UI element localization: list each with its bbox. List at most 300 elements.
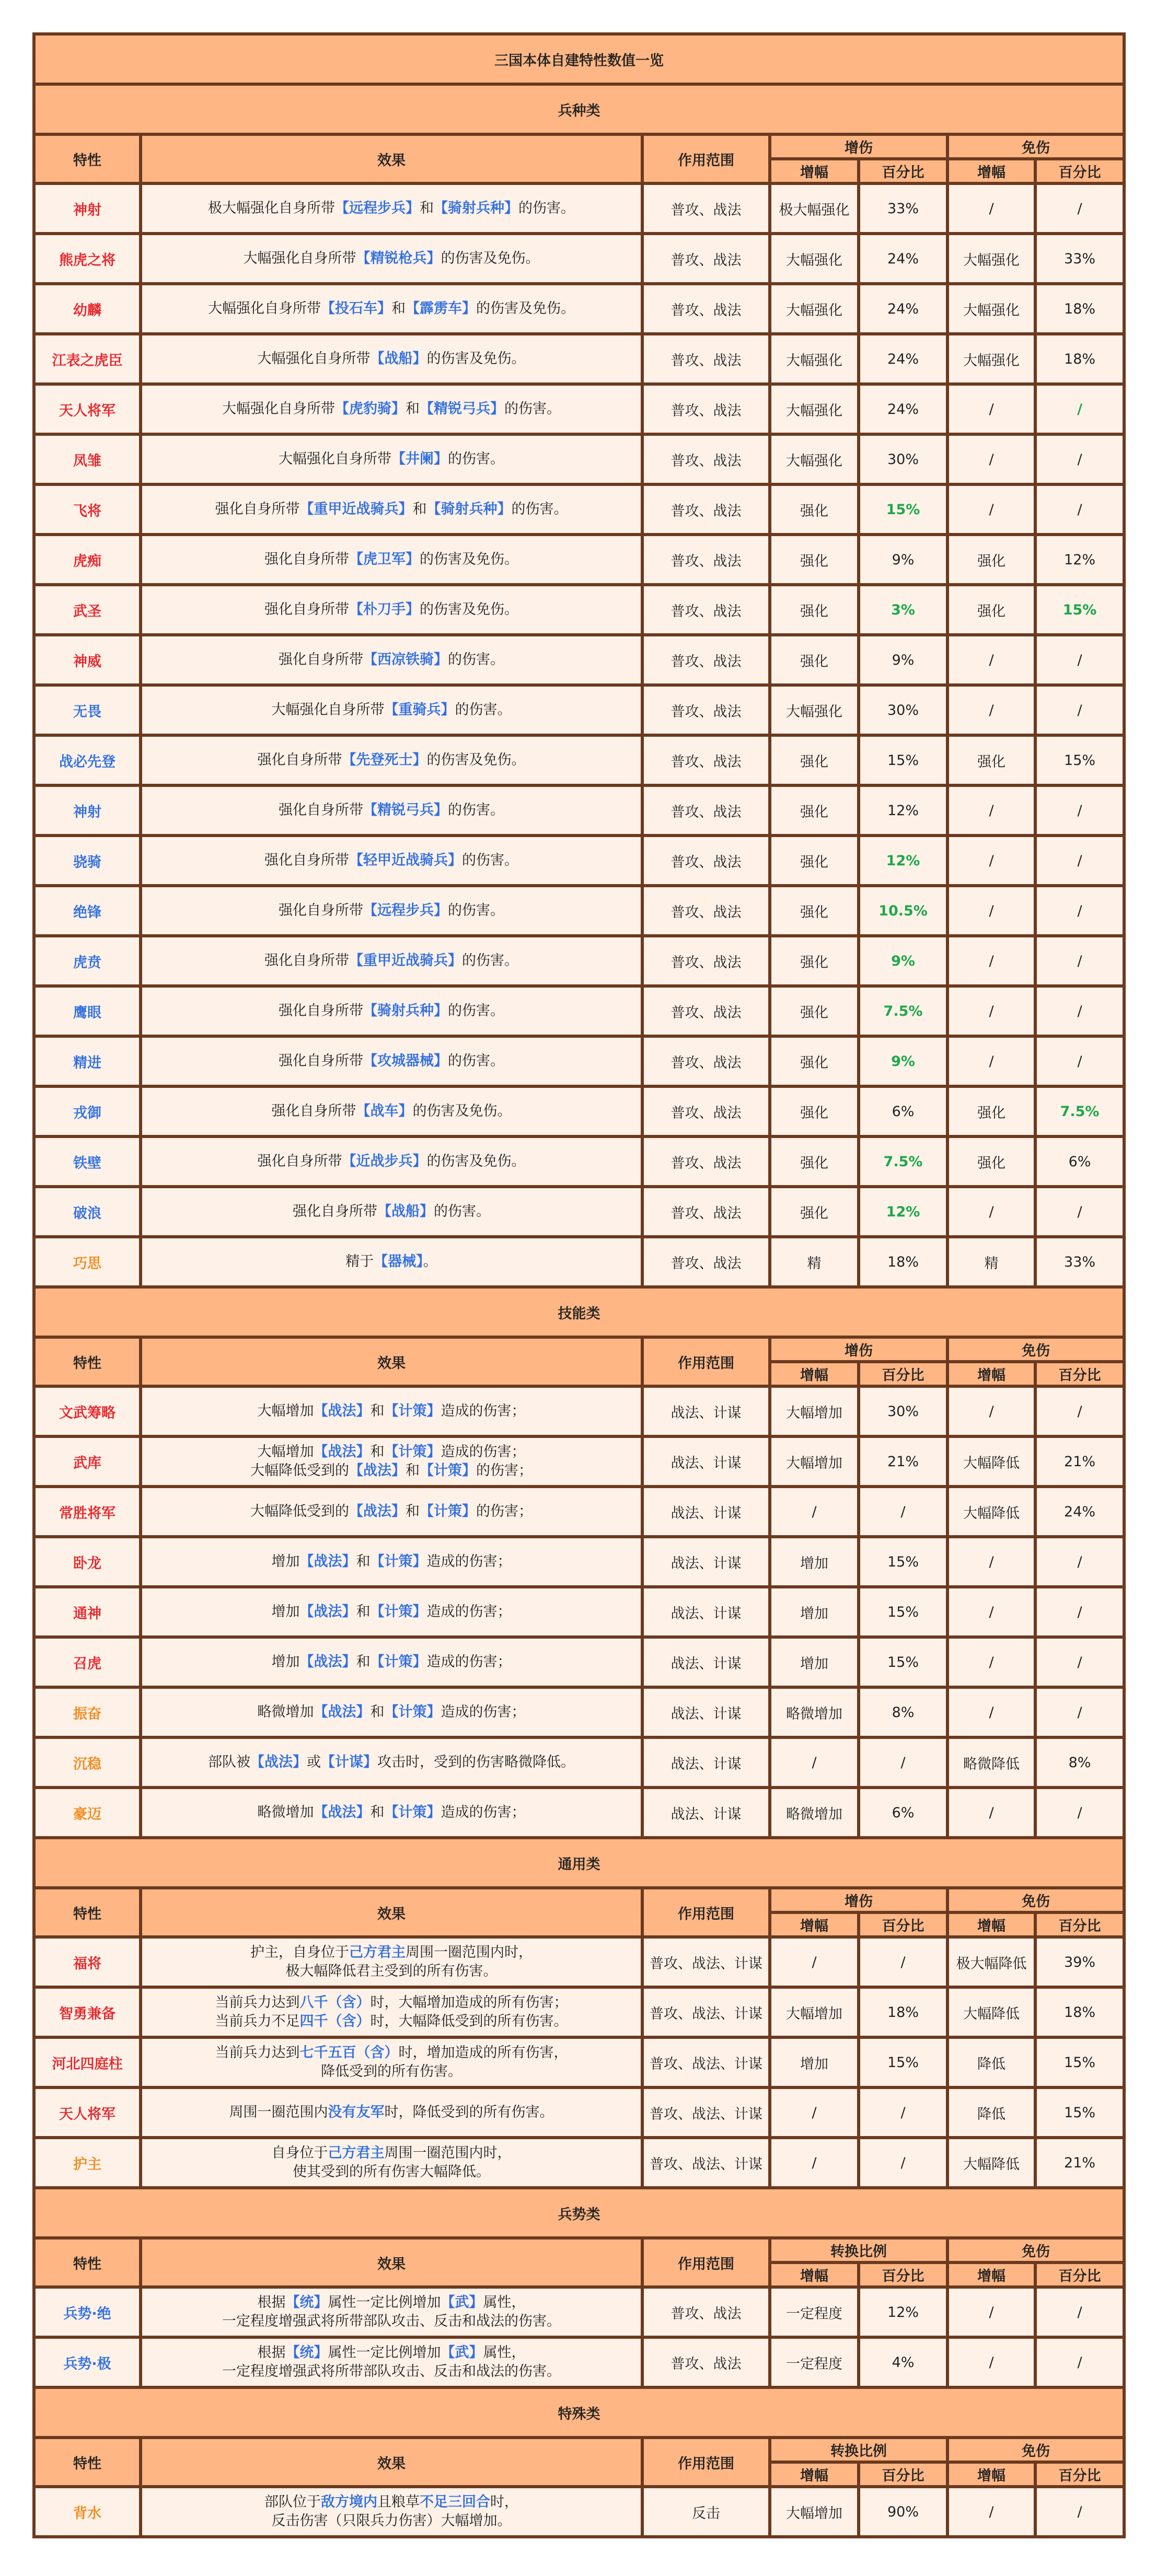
trait-scope: 反击	[642, 2487, 770, 2537]
traits-document	[32, 32, 1123, 2538]
header-dmg-reduce: 免伤	[947, 1337, 1124, 1362]
trait-name: 戎御	[34, 1086, 141, 1136]
dmg-reduce-amplitude: 略微降低	[947, 1737, 1035, 1788]
trait-effect	[141, 936, 642, 986]
header-percent: 百分比	[1035, 1912, 1124, 1937]
table-row	[34, 735, 1124, 785]
table-row	[34, 1036, 1124, 1086]
effect-highlight: 【西凉铁骑】	[363, 652, 448, 668]
trait-effect	[141, 234, 642, 284]
effect-text: 一定程度增强武将所带部队攻击、反击和战法的伤害。	[222, 2363, 561, 2380]
effect-text: 增加	[271, 1604, 300, 1620]
header-group-first: 转换比例	[770, 2438, 947, 2462]
trait-effect	[141, 1637, 642, 1687]
header-trait: 特性	[34, 2438, 141, 2487]
trait-name: 神威	[34, 635, 141, 685]
dmg-up-percent: /	[859, 2138, 947, 2188]
effect-text: 强化自身所带	[257, 752, 342, 768]
dmg-reduce-amplitude: /	[947, 836, 1035, 886]
dmg-up-amplitude: 大幅强化	[770, 384, 859, 434]
trait-scope: 普攻、战法、计谋	[642, 2087, 770, 2138]
table-row	[34, 234, 1124, 284]
effect-text: 大幅强化自身所带	[279, 451, 391, 467]
header-amplitude: 增幅	[770, 2462, 859, 2487]
effect-text: 时，大幅增加造成的所有伤害；	[370, 1994, 568, 2011]
dmg-reduce-amplitude: 强化	[947, 735, 1035, 785]
dmg-up-percent: 15%	[859, 1637, 947, 1687]
header-group-first: 增伤	[770, 1888, 947, 1912]
effect-text: 或	[307, 1754, 321, 1770]
effect-text: 的伤害及免伤。	[476, 300, 575, 317]
dmg-reduce-amplitude: 强化	[947, 535, 1035, 585]
effect-text: 且粮草	[377, 2494, 420, 2510]
dmg-up-percent: 30%	[859, 434, 947, 484]
header-percent: 百分比	[1035, 2462, 1124, 2487]
trait-name: 天人将军	[34, 2087, 141, 2138]
trait-scope: 普攻、战法、计谋	[642, 2037, 770, 2087]
trait-name: 破浪	[34, 1187, 141, 1237]
dmg-reduce-percent: 15%	[1035, 735, 1124, 785]
trait-effect	[141, 434, 642, 484]
effect-highlight: 【精锐枪兵】	[356, 250, 441, 266]
effect-text: 时，增加造成的所有伤害，	[398, 2045, 568, 2061]
dmg-up-percent: 12%	[859, 785, 947, 836]
table-row	[34, 2087, 1124, 2138]
dmg-up-amplitude: 大幅强化	[770, 284, 859, 334]
effect-text: 时，	[490, 2494, 518, 2510]
effect-text: 和	[370, 1403, 385, 1419]
dmg-reduce-percent: 7.5%	[1035, 1086, 1124, 1136]
effect-text: 属性，	[483, 2345, 526, 2361]
dmg-reduce-amplitude: /	[947, 2487, 1035, 2537]
trait-effect	[141, 1687, 642, 1737]
effect-text: 增加	[271, 1654, 300, 1670]
trait-effect	[141, 1937, 642, 1987]
table-row	[34, 1587, 1124, 1637]
dmg-up-percent: 4%	[859, 2337, 947, 2387]
effect-text: 的伤害。	[462, 953, 518, 969]
dmg-reduce-amplitude: 强化	[947, 1086, 1035, 1136]
table-row	[34, 2037, 1124, 2087]
effect-text: 反击伤害（只限兵力伤害）大幅增加。	[271, 2513, 512, 2529]
dmg-reduce-percent: /	[1035, 1537, 1124, 1587]
dmg-up-percent: 15%	[859, 484, 947, 535]
trait-name: 兵势·绝	[34, 2287, 141, 2337]
dmg-reduce-amplitude: 大幅强化	[947, 284, 1035, 334]
effect-highlight: 【远程步兵】	[335, 200, 420, 216]
effect-text: 周围一圈范围内时，	[384, 2145, 512, 2161]
effect-text: 和	[406, 401, 420, 417]
dmg-up-amplitude: 强化	[770, 785, 859, 836]
effect-text: 强化自身所带	[279, 1003, 363, 1019]
table-row	[34, 1436, 1124, 1487]
dmg-reduce-amplitude: 强化	[947, 1136, 1035, 1187]
trait-name: 召虎	[34, 1637, 141, 1687]
trait-scope: 战法、计谋	[642, 1788, 770, 1838]
header-amplitude: 增幅	[770, 1362, 859, 1386]
dmg-reduce-percent: 33%	[1035, 1237, 1124, 1287]
header-amplitude: 增幅	[947, 1362, 1035, 1386]
table-row	[34, 434, 1124, 484]
dmg-reduce-percent: /	[1035, 1036, 1124, 1086]
header-trait: 特性	[34, 134, 141, 183]
header-group-first: 增伤	[770, 134, 947, 159]
table-row	[34, 1537, 1124, 1587]
trait-effect	[141, 886, 642, 936]
effect-text: 强化自身所带	[279, 652, 363, 668]
dmg-reduce-percent: /	[1035, 1386, 1124, 1436]
dmg-reduce-amplitude: /	[947, 886, 1035, 936]
dmg-reduce-amplitude: /	[947, 1687, 1035, 1737]
traits-table	[32, 32, 1126, 2538]
dmg-reduce-amplitude: 大幅强化	[947, 234, 1035, 284]
dmg-up-percent: 12%	[859, 1187, 947, 1237]
dmg-reduce-amplitude: /	[947, 2287, 1035, 2337]
trait-scope: 普攻、战法	[642, 1086, 770, 1136]
table-row	[34, 986, 1124, 1036]
table-row	[34, 1386, 1124, 1436]
header-dmg-reduce: 免伤	[947, 1888, 1124, 1912]
dmg-reduce-percent: 18%	[1035, 284, 1124, 334]
trait-scope: 普攻、战法	[642, 2287, 770, 2337]
dmg-reduce-amplitude: 降低	[947, 2037, 1035, 2087]
trait-effect	[141, 334, 642, 384]
trait-scope: 战法、计谋	[642, 1537, 770, 1587]
trait-name: 文武筹略	[34, 1386, 141, 1436]
dmg-reduce-percent: /	[1035, 936, 1124, 986]
trait-name: 振奋	[34, 1687, 141, 1737]
table-row	[34, 836, 1124, 886]
effect-highlight: 【战法】	[250, 1754, 307, 1770]
effect-highlight: 【骑射兵种】	[434, 200, 518, 216]
effect-text: 强化自身所带	[279, 802, 363, 818]
effect-highlight: 【计策】	[370, 1654, 427, 1670]
trait-effect	[141, 535, 642, 585]
trait-effect	[141, 2138, 642, 2188]
effect-text: 降低受到的所有伤害。	[321, 2063, 462, 2080]
effect-highlight: 【虎卫军】	[349, 551, 420, 567]
section-title: 通用类	[34, 1838, 1124, 1888]
dmg-reduce-percent: /	[1035, 2337, 1124, 2387]
effect-text: 和	[370, 1804, 385, 1820]
dmg-up-amplitude: 强化	[770, 1187, 859, 1237]
dmg-reduce-amplitude: /	[947, 785, 1035, 836]
trait-scope: 普攻、战法	[642, 434, 770, 484]
effect-highlight: 【战车】	[356, 1103, 413, 1119]
effect-text: 的伤害及免伤。	[426, 752, 526, 768]
header-percent: 百分比	[1035, 159, 1124, 183]
effect-highlight: 【虎豹骑】	[335, 401, 406, 417]
effect-text: 属性，	[483, 2294, 526, 2311]
effect-text: 大幅增加	[257, 1403, 314, 1419]
table-row	[34, 1937, 1124, 1987]
trait-scope: 普攻、战法	[642, 334, 770, 384]
effect-text: 的伤害。	[511, 501, 568, 517]
table-row	[34, 284, 1124, 334]
table-row	[34, 1237, 1124, 1287]
effect-text: 和	[370, 1444, 385, 1460]
trait-name: 天人将军	[34, 384, 141, 434]
effect-text: 属性一定比例增加	[328, 2294, 441, 2311]
effect-highlight: 【投石车】	[321, 300, 391, 317]
trait-scope: 普攻、战法	[642, 1237, 770, 1287]
trait-name: 巧思	[34, 1237, 141, 1287]
effect-text: 和	[356, 1553, 371, 1570]
trait-name: 神射	[34, 785, 141, 836]
trait-name: 幼麟	[34, 284, 141, 334]
dmg-up-percent: 9%	[859, 1036, 947, 1086]
effect-highlight: 【战法】	[299, 1604, 356, 1620]
dmg-up-amplitude: 大幅强化	[770, 434, 859, 484]
dmg-reduce-amplitude: /	[947, 685, 1035, 735]
dmg-reduce-amplitude: /	[947, 1036, 1035, 1086]
table-row	[34, 535, 1124, 585]
dmg-up-amplitude: /	[770, 1737, 859, 1788]
trait-scope: 普攻、战法	[642, 685, 770, 735]
dmg-reduce-percent: 8%	[1035, 1737, 1124, 1788]
trait-name: 无畏	[34, 685, 141, 735]
dmg-up-amplitude: 一定程度	[770, 2337, 859, 2387]
effect-highlight: 【计策】	[384, 1444, 441, 1460]
effect-text: 属性一定比例增加	[328, 2345, 441, 2361]
dmg-up-amplitude: /	[770, 2138, 859, 2188]
trait-scope: 普攻、战法	[642, 284, 770, 334]
effect-text: 大幅降低受到的	[250, 1463, 349, 1479]
dmg-up-amplitude: 强化	[770, 886, 859, 936]
effect-text: 时，大幅降低受到的所有伤害。	[370, 2013, 568, 2029]
dmg-reduce-amplitude: 降低	[947, 2087, 1035, 2138]
trait-effect	[141, 785, 642, 836]
trait-effect	[141, 384, 642, 434]
dmg-reduce-percent: 15%	[1035, 2087, 1124, 2138]
dmg-up-percent: 15%	[859, 2037, 947, 2087]
dmg-up-percent: 30%	[859, 685, 947, 735]
trait-scope: 普攻、战法	[642, 384, 770, 434]
trait-scope: 普攻、战法	[642, 936, 770, 986]
effect-text: 根据	[257, 2345, 286, 2361]
trait-name: 鹰眼	[34, 986, 141, 1036]
table-row	[34, 635, 1124, 685]
effect-text: 时，降低受到的所有伤害。	[384, 2104, 554, 2120]
trait-effect	[141, 1237, 642, 1287]
effect-highlight: 八千（含）	[299, 1994, 371, 2011]
dmg-reduce-amplitude: /	[947, 1587, 1035, 1637]
trait-name: 沉稳	[34, 1737, 141, 1788]
header-amplitude: 增幅	[947, 1912, 1035, 1937]
trait-effect	[141, 1987, 642, 2037]
dmg-reduce-percent: /	[1035, 685, 1124, 735]
dmg-up-amplitude: 强化	[770, 1136, 859, 1187]
effect-highlight: 【计策】	[420, 1463, 476, 1479]
effect-highlight: 【战船】	[370, 351, 427, 367]
effect-text: 一定程度增强武将所带部队攻击、反击和战法的伤害。	[222, 2313, 561, 2329]
effect-highlight: 【骑射兵种】	[426, 501, 512, 517]
trait-name: 铁壁	[34, 1136, 141, 1187]
effect-highlight: 敌方境内	[321, 2494, 377, 2510]
dmg-reduce-amplitude: 大幅降低	[947, 1436, 1035, 1487]
dmg-reduce-percent: /	[1035, 384, 1124, 434]
effect-text: 大幅强化自身所带	[222, 401, 335, 417]
trait-name: 江表之虎臣	[34, 334, 141, 384]
effect-highlight: 【战法】	[299, 1553, 356, 1570]
trait-effect	[141, 1136, 642, 1187]
dmg-reduce-amplitude: /	[947, 1788, 1035, 1838]
effect-text: 强化自身所带	[279, 1053, 363, 1069]
dmg-reduce-percent: /	[1035, 635, 1124, 685]
header-percent: 百分比	[859, 2262, 947, 2287]
dmg-reduce-amplitude: 极大幅降低	[947, 1937, 1035, 1987]
effect-text: 造成的伤害；	[426, 1553, 512, 1570]
trait-effect	[141, 836, 642, 886]
trait-effect	[141, 1386, 642, 1436]
dmg-up-amplitude: 大幅增加	[770, 1386, 859, 1436]
trait-name: 河北四庭柱	[34, 2037, 141, 2087]
table-row	[34, 785, 1124, 836]
effect-text: 的伤害。	[448, 902, 504, 919]
effect-text: 周围一圈范围内时，	[406, 1944, 533, 1960]
dmg-up-amplitude: 大幅强化	[770, 685, 859, 735]
dmg-up-percent: 7.5%	[859, 1136, 947, 1187]
trait-scope: 普攻、战法	[642, 183, 770, 234]
effect-highlight: 【计策】	[384, 1704, 441, 1720]
dmg-up-percent: 18%	[859, 1237, 947, 1287]
effect-highlight: 【井阑】	[391, 451, 448, 467]
dmg-reduce-amplitude: /	[947, 1537, 1035, 1587]
effect-text: 略微增加	[257, 1704, 314, 1720]
effect-text: 大幅强化自身所带	[271, 702, 385, 718]
effect-highlight: 【计策】	[420, 1503, 476, 1519]
effect-highlight: 【远程步兵】	[363, 902, 448, 919]
dmg-up-percent: 6%	[859, 1788, 947, 1838]
effect-text: 强化自身所带	[215, 501, 300, 517]
table-row	[34, 1687, 1124, 1737]
effect-text: 的伤害。	[448, 1003, 504, 1019]
trait-name: 虎痴	[34, 535, 141, 585]
trait-name: 熊虎之将	[34, 234, 141, 284]
effect-highlight: 【战法】	[314, 1804, 371, 1820]
dmg-up-percent: 24%	[859, 384, 947, 434]
effect-highlight: 没有友军	[328, 2104, 385, 2120]
trait-effect	[141, 2337, 642, 2387]
dmg-up-amplitude: 大幅增加	[770, 2487, 859, 2537]
effect-highlight: 七千五百（含）	[299, 2045, 399, 2061]
dmg-reduce-percent: 33%	[1035, 234, 1124, 284]
dmg-up-percent: 90%	[859, 2487, 947, 2537]
effect-text: 攻击时，受到的伤害略微降低。	[377, 1754, 575, 1770]
table-row	[34, 1987, 1124, 2037]
table-row	[34, 936, 1124, 986]
effect-highlight: 【战法】	[314, 1403, 371, 1419]
effect-text: 大幅降低受到的	[250, 1503, 349, 1519]
header-trait: 特性	[34, 1888, 141, 1937]
dmg-reduce-amplitude: 大幅降低	[947, 2138, 1035, 2188]
effect-highlight: 【重甲近战骑兵】	[349, 953, 462, 969]
trait-name: 通神	[34, 1587, 141, 1637]
dmg-up-amplitude: 强化	[770, 535, 859, 585]
dmg-up-percent: 9%	[859, 936, 947, 986]
effect-text: 当前兵力达到	[215, 1994, 300, 2011]
section-title: 兵种类	[34, 84, 1124, 134]
effect-text: 的伤害。	[448, 1053, 504, 1069]
dmg-up-percent: 9%	[859, 635, 947, 685]
trait-name: 飞将	[34, 484, 141, 535]
effect-text: 造成的伤害；	[441, 1804, 526, 1820]
trait-scope: 战法、计谋	[642, 1637, 770, 1687]
dmg-up-amplitude: 强化	[770, 936, 859, 986]
effect-text: 护主，自身位于	[250, 1944, 349, 1960]
effect-text: 大幅强化自身所带	[243, 250, 356, 266]
dmg-reduce-amplitude: 大幅降低	[947, 1487, 1035, 1537]
effect-highlight: 【精锐弓兵】	[420, 401, 504, 417]
trait-name: 武圣	[34, 585, 141, 635]
table-row	[34, 1086, 1124, 1136]
dmg-up-amplitude: /	[770, 2087, 859, 2138]
header-amplitude: 增幅	[947, 159, 1035, 183]
effect-text: 强化自身所带	[264, 852, 349, 868]
trait-effect	[141, 1788, 642, 1838]
dmg-reduce-percent: /	[1035, 484, 1124, 535]
trait-scope: 普攻、战法	[642, 1136, 770, 1187]
effect-text: 使其受到的所有伤害大幅降低。	[293, 2164, 490, 2180]
trait-name: 绝锋	[34, 886, 141, 936]
effect-text: 和	[420, 200, 434, 216]
header-scope: 作用范围	[642, 134, 770, 183]
page-title: 三国本体自建特性数值一览	[34, 34, 1124, 84]
effect-highlight: 【统】	[285, 2345, 328, 2361]
effect-text: 强化自身所带	[271, 1103, 356, 1119]
trait-name: 福将	[34, 1937, 141, 1987]
dmg-reduce-percent: /	[1035, 986, 1124, 1036]
dmg-up-percent: 15%	[859, 1587, 947, 1637]
trait-effect	[141, 2037, 642, 2087]
dmg-up-amplitude: 一定程度	[770, 2287, 859, 2337]
effect-highlight: 【精锐弓兵】	[363, 802, 448, 818]
effect-text: 的伤害及免伤。	[426, 351, 526, 367]
table-row	[34, 585, 1124, 635]
table-row	[34, 2138, 1124, 2188]
effect-highlight: 不足三回合	[420, 2494, 490, 2510]
trait-scope: 普攻、战法	[642, 535, 770, 585]
header-effect: 效果	[141, 1888, 642, 1937]
dmg-up-amplitude: 略微增加	[770, 1687, 859, 1737]
effect-highlight: 【战船】	[377, 1203, 434, 1220]
effect-highlight: 【计谋】	[321, 1754, 377, 1770]
dmg-reduce-amplitude: /	[947, 183, 1035, 234]
table-row	[34, 2287, 1124, 2337]
effect-highlight: 【霹雳车】	[406, 300, 476, 317]
dmg-up-percent: /	[859, 1487, 947, 1537]
dmg-up-amplitude: 增加	[770, 1537, 859, 1587]
effect-highlight: 【朴刀手】	[349, 601, 420, 618]
dmg-up-amplitude: 大幅增加	[770, 1436, 859, 1487]
effect-text: 根据	[257, 2294, 286, 2311]
dmg-reduce-percent: /	[1035, 2487, 1124, 2537]
dmg-up-percent: 15%	[859, 1537, 947, 1587]
trait-effect	[141, 1487, 642, 1537]
effect-text: 。	[423, 1254, 437, 1270]
effect-highlight: 己方君主	[328, 2145, 385, 2161]
dmg-reduce-percent: /	[1035, 1587, 1124, 1637]
effect-text: 的伤害。	[448, 802, 504, 818]
dmg-reduce-percent: /	[1035, 1187, 1124, 1237]
header-group-first: 增伤	[770, 1337, 947, 1362]
table-row	[34, 183, 1124, 234]
dmg-up-amplitude: 大幅增加	[770, 1987, 859, 2037]
effect-text: 的伤害。	[434, 1203, 490, 1220]
trait-name: 背水	[34, 2487, 141, 2537]
dmg-up-amplitude: 强化	[770, 986, 859, 1036]
trait-scope: 普攻、战法、计谋	[642, 1937, 770, 1987]
